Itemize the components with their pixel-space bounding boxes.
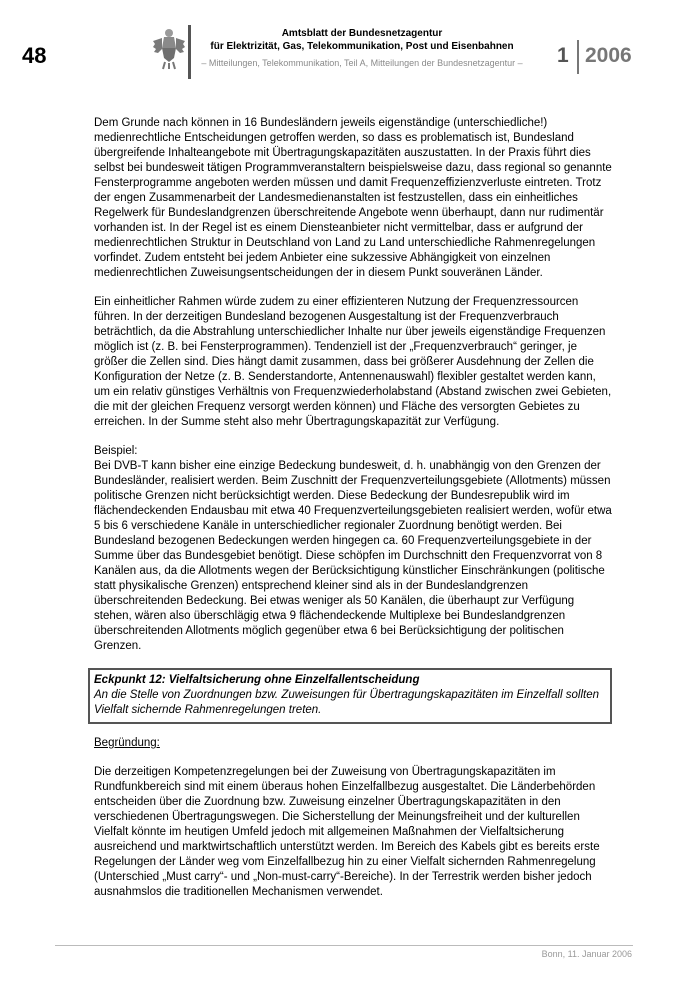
- example-label: Beispiel:: [94, 445, 138, 457]
- header-subtitle: für Elektrizität, Gas, Telekommunikation, Post und Eisenbahnen: [210, 41, 514, 52]
- example-text: Bei DVB-T kann bisher eine einzige Bedeckung bundesweit, d. h. unabhängig von den Grenzen der Bundesländer, realisiert werden. Beim Zuschnitt der Frequenzverteilungsgebiete (Allotments) müssen politische Grenzen nicht berücksichtigt werden. Diese Bedeckung der Bundesrepublik wird im flächendeckenden Endausbau mit etwa 40 Frequenzverteilungsgebieten realisiert werden, wofür etwa 5 bis 6 verschiedene Kanäle in unterschiedlicher regionaler Zuordnung benötigt werden. Bei Bundesland bezogenen Bedeckungen werden hingegen ca. 60 Frequenzverteilungsgebiete in der Summe über das Bundesgebiet benötigt. Diese schöpfen im Durchschnitt den Frequenzvorrat von 8 Kanälen aus, da die Allotments wegen der Berücksichtigung künstlicher Einschränkungen (politische statt physikalische Grenzen) entsprechend kleiner sind als in der Bundeslandgrenzen überschreitenden Bedeckung. Bei etwas weniger als 50 Kanälen, die überhaupt zur Verfügung stehen, wären also überschlägig etwa 9 flächendeckende Multiplexe bei Bundeslandgrenzen überschreitenden Allotments möglich gegenüber etwa 6 bei Berücksichtigung der politischen Grenzen.: [94, 460, 612, 652]
- federal-eagle-icon: [152, 26, 186, 70]
- issue-year: 2006: [585, 44, 632, 67]
- issue-divider: [577, 40, 579, 74]
- header-title: Amtsblatt der Bundesnetzagentur: [281, 28, 443, 39]
- key-point-text: An die Stelle von Zuordnungen bzw. Zuweisungen für Übertragungskapazitäten im Einzelfall sollten Vielfalt sichernde Rahmenregelungen treten.: [94, 689, 600, 716]
- footer-divider: [55, 945, 633, 946]
- header-section: – Mitteilungen, Telekommunikation, Teil A, Mitteilungen der Bundesnetzagentur –: [201, 58, 523, 68]
- page-number: 48: [22, 43, 47, 68]
- header-divider: [188, 25, 191, 79]
- key-point-title: Eckpunkt 12: Vielfaltsicherung ohne Einzelfallentscheidung: [94, 674, 420, 686]
- main-content: [94, 116, 612, 914]
- reason-heading: Begründung:: [94, 737, 160, 749]
- paragraph: Dem Grunde nach können in 16 Bundesländern jeweils eigenständige (unterschiedliche!) medienrechtliche Entscheidungen getroffen werden, so dass es problematisch ist, Bundesland übergreifende Inhalteangebote mit Übertragungskapazitäten auszustatten. In der Praxis führt dies selbst bei bundesweit tätigen Programmveranstaltern beispielsweise dazu, dass regional so genannte Fensterprogramme angeboten werden müssen und damit Frequenzeffizienzverluste eintreten. Trotz der engen Zusammenarbeit der Landesmedienanstalten ist festzustellen, dass ein einheitliches Regelwerk für Bundeslandgrenzen überschreitende Angebote wenn überhaupt, dann nur rudimentär vorhanden ist. In der Regel ist es einem Diensteanbieter nicht vermittelbar, dass er aufgrund der medienrechtlichen Struktur in Deutschland von Land zu Land unterschiedliche Rahmenregelungen vorfindet. Zudem entsteht bei jedem Anbieter eine sukzessive Abhängigkeit von einzelnen medienrechtlichen Zuweisungsentscheidungen der in diesem Punkt souveränen Länder.: [94, 117, 612, 279]
- issue-number: 1: [557, 44, 569, 67]
- key-point-box: [88, 668, 612, 724]
- paragraph: Ein einheitlicher Rahmen würde zudem zu einer effizienteren Nutzung der Frequenzressourcen führen. In der derzeitigen Bundesland bezogenen Ausgestaltung ist der Frequenzverbrauch beträchtlich, da die Abstrahlung unterschiedlicher Inhalte nur über jeweils eigenständige Frequenzen möglich ist (z. B. bei Fensterprogrammen). Tendenziell ist der „Frequenzverbrauch“ geringer, je größer die Zellen sind. Dies hängt damit zusammen, dass bei größerer Ausdehnung der Zellen die Konfiguration der Netze (z. B. Senderstandorte, Antennenauswahl) flexibler gestaltet werden kann, um ein relativ günstiges Verhältnis von Frequenzwiederholabstand (Abstand zwischen zwei Gebieten, die mit der gleichen Frequenz versorgt werden können) und Fläche des versorgten Gebietes zu erreichen. In der Summe steht also mehr Übertragungskapazität zur Verfügung.: [94, 296, 612, 428]
- header: [196, 27, 528, 70]
- paragraph: Die derzeitigen Kompetenzregelungen bei der Zuweisung von Übertragungskapazitäten im Rundfunkbereich sind mit einem überaus hohen Einzelfallbezug ausgestaltet. Die Länderbehörden entscheiden über die Zuordnung bzw. Zuweisung einzelner Übertragungskapazitäten in den verschiedenen Übertragungswegen. Die Sicherstellung der Meinungsfreiheit und der kulturellen Vielfalt könnte im heutigen Umfeld jedoch mit allgemeinen Maßnahmen der Vielfaltsicherung ausreichend und marktwirtschaftlich unterstützt werden. Im Bereich des Kabels gibt es bereits erste Regelungen der Länder weg vom Einzelfallbezug hin zu einer Vielfalt sichernden Rahmenregelung (Unterschied „Must carry“- und „Non-must-carry“-Bereiche). In der Terrestrik werden bisher jedoch ausnahmslos die traditionellen Mechanismen verwendet.: [94, 766, 600, 898]
- footer-date: Bonn, 11. Januar 2006: [541, 949, 632, 959]
